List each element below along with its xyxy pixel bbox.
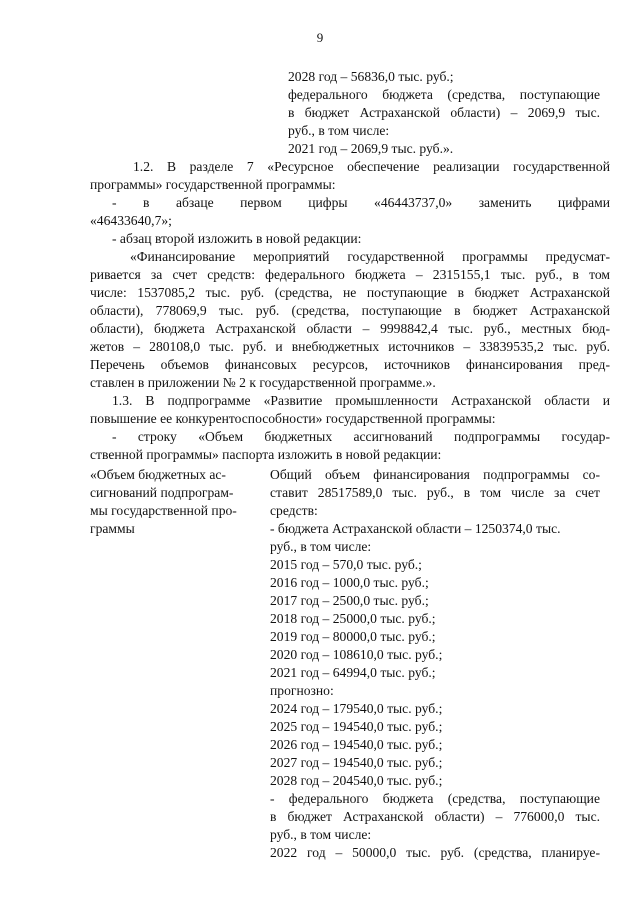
section-heading: 1.2. В разделе 7 «Ресурсное обеспечение реализации государственной <box>133 159 610 174</box>
table-left-cell: «Объем бюджетных ас- <box>90 467 226 482</box>
text-line: «46433640,7»; <box>90 213 172 228</box>
page-number: 9 <box>316 30 324 45</box>
table-right-line: 2024 год – 179540,0 тыс. руб.; <box>270 701 443 716</box>
table-left-cell: сигнований подпрограм- <box>90 485 234 500</box>
table-right-line: 2021 год – 64994,0 тыс. руб.; <box>270 665 436 680</box>
text-line: жетов – 280108,0 тыс. руб. и внебюджетных источников – 33839535,2 тыс. руб. <box>90 339 610 354</box>
table-right-line: - федерального бюджета (средства, поступающие <box>270 791 600 806</box>
table-right-line: 2015 год – 570,0 тыс. руб.; <box>270 557 422 572</box>
text-line: числе: 1537085,2 тыс. руб. (средства, не поступающие в бюджет Астраханской <box>90 285 610 300</box>
table-right-line: 2026 год – 194540,0 тыс. руб.; <box>270 737 443 752</box>
table-right-line: прогнозно: <box>270 683 334 698</box>
text-line: руб., в том числе: <box>288 123 390 138</box>
text-line: «Финансирование мероприятий государственной программы предусмат- <box>130 249 610 264</box>
text-line: ственной программы» паспорта изложить в новой редакции: <box>90 447 442 462</box>
text-line: области), бюджета Астраханской области – 9998842,4 тыс. руб., местных бюд- <box>90 321 610 336</box>
table-right-line: 2028 год – 204540,0 тыс. руб.; <box>270 773 443 788</box>
text-line: федерального бюджета (средства, поступающие <box>288 87 600 102</box>
table-right-line: 2020 год – 108610,0 тыс. руб.; <box>270 647 443 662</box>
text-line: - абзац второй изложить в новой редакции: <box>112 231 362 246</box>
table-right-line: руб., в том числе: <box>270 539 372 554</box>
table-right-line: средств: <box>270 503 318 518</box>
table-right-line: 2018 год – 25000,0 тыс. руб.; <box>270 611 436 626</box>
table-right-line: Общий объем финансирования подпрограммы со- <box>270 467 600 482</box>
text-line: - строку «Объем бюджетных ассигнований подпрограммы государ- <box>112 429 610 444</box>
text-line: ставлен в приложении № 2 к государственной программе.». <box>90 375 436 390</box>
text-line: 2021 год – 2069,9 тыс. руб.». <box>288 141 454 156</box>
text-line: в бюджет Астраханской области) – 2069,9 тыс. <box>288 105 600 120</box>
table-left-cell: граммы <box>90 521 135 536</box>
table-right-line: - бюджета Астраханской области – 1250374,0 тыс. <box>270 521 561 536</box>
table-right-line: 2027 год – 194540,0 тыс. руб.; <box>270 755 443 770</box>
text-line: повышение ее конкурентоспособности» государственной программы: <box>90 411 496 426</box>
table-right-line: 2019 год – 80000,0 тыс. руб.; <box>270 629 436 644</box>
table-right-line: в бюджет Астраханской области) – 776000,0 тыс. <box>270 809 600 824</box>
table-right-line: 2017 год – 2500,0 тыс. руб.; <box>270 593 429 608</box>
table-right-line: 2022 год – 50000,0 тыс. руб. (средства, планируе- <box>270 845 600 860</box>
text-line: ривается за счет средств: федерального бюджета – 2315155,1 тыс. руб., в том <box>90 267 610 282</box>
text-line: - в абзаце первом цифры «46443737,0» заменить цифрами <box>112 195 610 210</box>
table-right-line: 2025 год – 194540,0 тыс. руб.; <box>270 719 443 734</box>
text-line: Перечень объемов финансовых ресурсов, источников финансирования пред- <box>90 357 610 372</box>
text-line: 2028 год – 56836,0 тыс. руб.; <box>288 69 454 84</box>
table-left-cell: мы государственной про- <box>90 503 237 518</box>
section-heading: 1.3. В подпрограмме «Развитие промышленности Астраханской области и <box>112 393 610 408</box>
table-right-line: 2016 год – 1000,0 тыс. руб.; <box>270 575 429 590</box>
text-line: программы» государственной программы: <box>90 177 336 192</box>
table-right-line: ставит 28517589,0 тыс. руб., в том числе за счет <box>270 485 600 500</box>
text-line: области), 778069,9 тыс. руб. (средства, поступающие в бюджет Астраханской <box>90 303 610 318</box>
table-right-line: руб., в том числе: <box>270 827 372 842</box>
